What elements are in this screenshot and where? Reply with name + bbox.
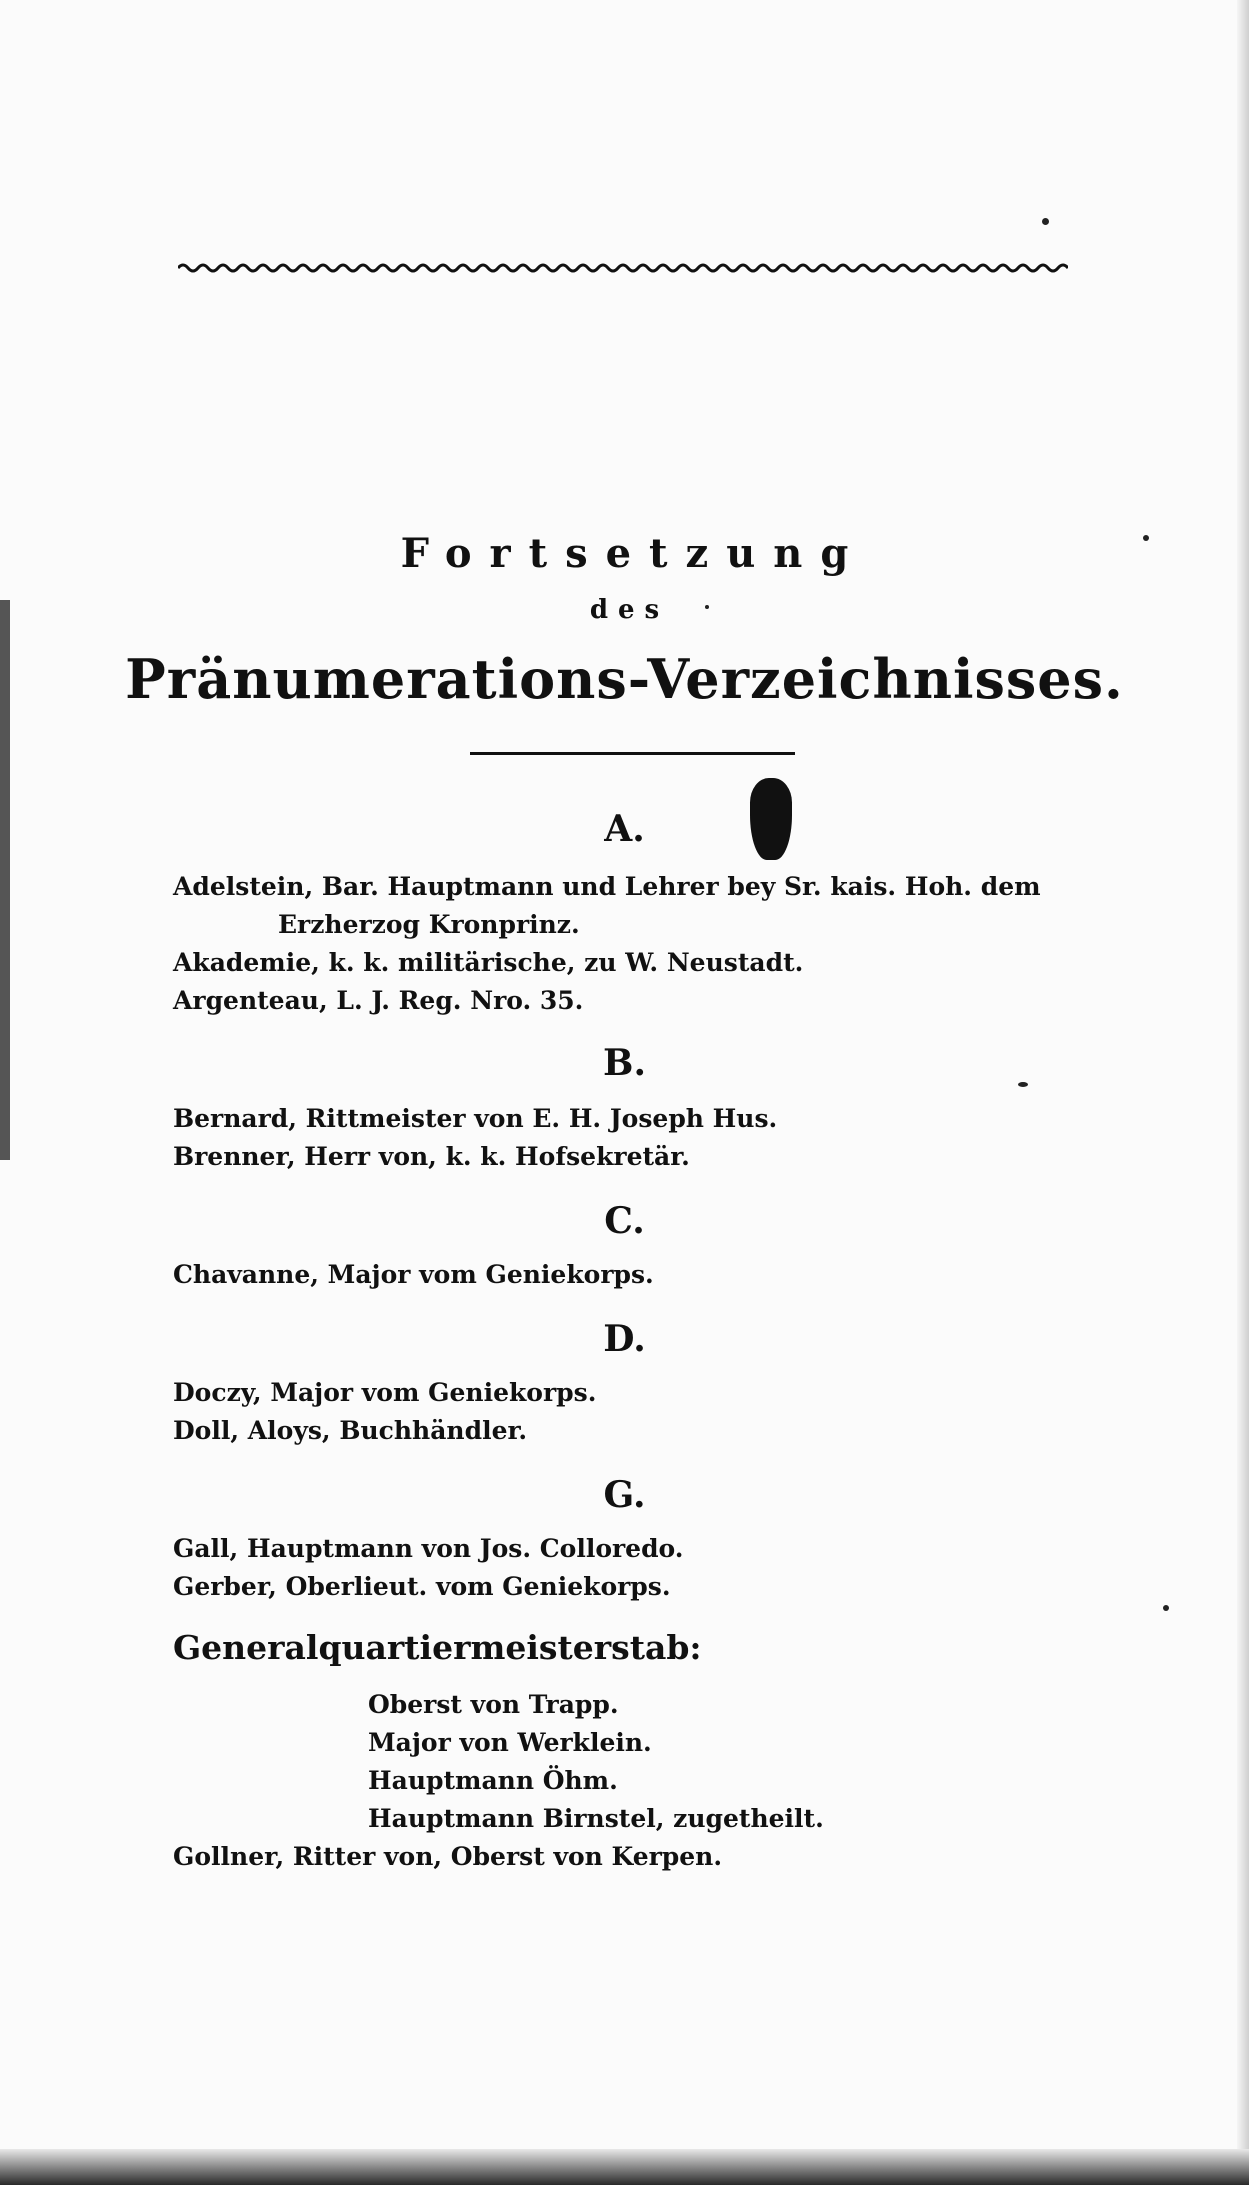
title-line-2: des bbox=[589, 595, 670, 625]
title-underline-rule bbox=[470, 752, 795, 755]
staff-member: Oberst von Trapp. bbox=[368, 1690, 619, 1719]
staff-member: Major von Werklein. bbox=[368, 1728, 652, 1757]
right-page-edge-shadow bbox=[1237, 0, 1249, 2185]
entry-line: Doczy, Major vom Geniekorps. bbox=[173, 1378, 597, 1407]
title-line-1: Fortsetzung bbox=[400, 530, 867, 577]
entry-line: Adelstein, Bar. Hauptmann und Lehrer bey Sr. kais. Hoh. dem bbox=[173, 872, 1041, 901]
entry-line: Brenner, Herr von, k. k. Hofsekretär. bbox=[173, 1142, 690, 1171]
general-staff-heading: Generalquartiermeisterstab: bbox=[173, 1628, 702, 1667]
section-letter-a: A. bbox=[604, 808, 645, 850]
section-letter-b: B. bbox=[603, 1042, 646, 1084]
entry-line: Chavanne, Major vom Geniekorps. bbox=[173, 1260, 654, 1289]
entry-line: Bernard, Rittmeister von E. H. Joseph Hus. bbox=[173, 1104, 778, 1133]
ink-speck bbox=[1042, 218, 1049, 225]
entry-line: Argenteau, L. J. Reg. Nro. 35. bbox=[173, 986, 584, 1015]
section-letter-c: C. bbox=[604, 1200, 645, 1242]
staff-member: Hauptmann Öhm. bbox=[368, 1766, 618, 1795]
staff-member: Hauptmann Birnstel, zugetheilt. bbox=[368, 1804, 824, 1833]
title-block bbox=[0, 530, 1249, 711]
entry-line: Gerber, Oberlieut. vom Geniekorps. bbox=[173, 1572, 671, 1601]
decorative-wavy-rule bbox=[178, 262, 1068, 274]
entry-line: Akademie, k. k. militärische, zu W. Neustadt. bbox=[173, 948, 804, 977]
bottom-scan-shadow bbox=[0, 2149, 1249, 2185]
entry-line: Gall, Hauptmann von Jos. Colloredo. bbox=[173, 1534, 684, 1563]
ink-speck bbox=[1163, 1605, 1169, 1611]
section-letter-d: D. bbox=[603, 1318, 646, 1360]
entry-line-continuation: Erzherzog Kronprinz. bbox=[278, 910, 580, 939]
entry-line: Gollner, Ritter von, Oberst von Kerpen. bbox=[173, 1842, 723, 1871]
section-letter-g: G. bbox=[603, 1474, 646, 1516]
entry-line: Doll, Aloys, Buchhändler. bbox=[173, 1416, 528, 1445]
page-title: Pränumerations-Verzeichnisses. bbox=[125, 647, 1124, 711]
